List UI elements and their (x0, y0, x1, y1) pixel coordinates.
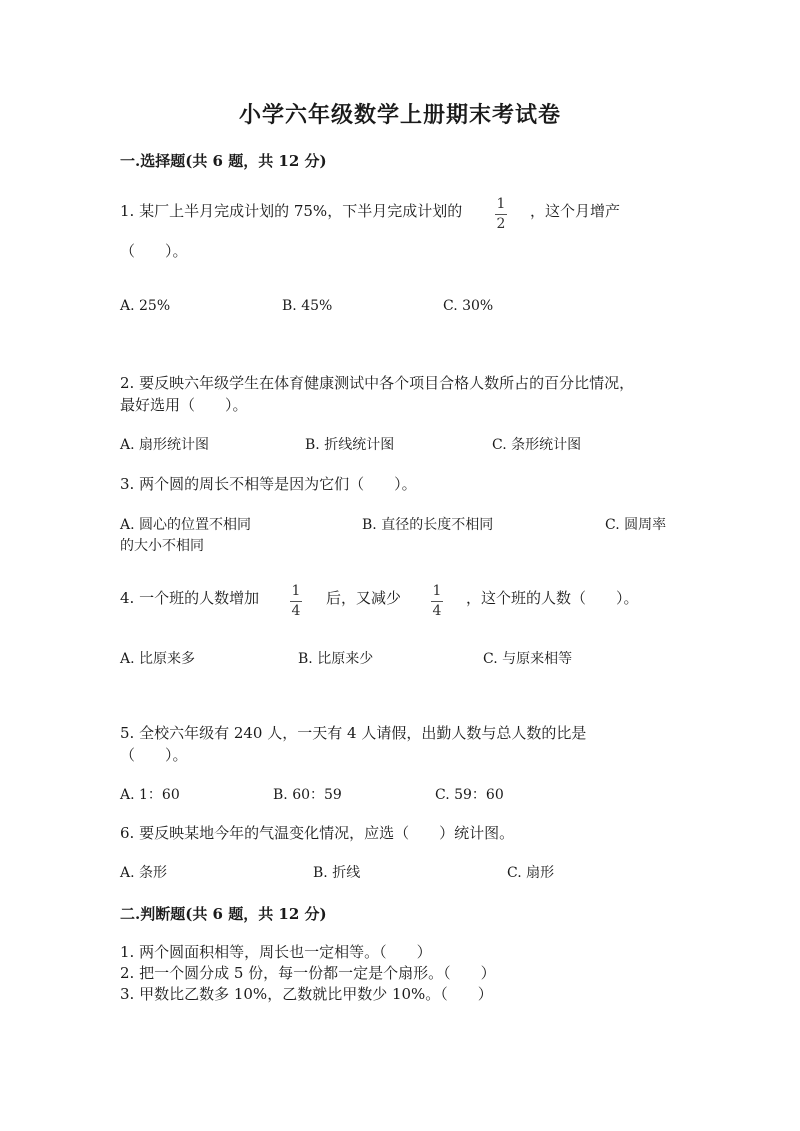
question-text: 3. 两个圆的周长不相等是因为它们（ ）。 (120, 475, 417, 493)
fraction (431, 583, 443, 620)
option-c: C. 30% (443, 298, 494, 314)
fraction-numerator: 1 (432, 583, 442, 599)
judgment-item-3: 3. 甲数比乙数多 10%，乙数就比甲数少 10%。（ ） (120, 985, 493, 1003)
question-text: 4. 一个班的人数增加 (120, 589, 260, 607)
fraction-denominator: 4 (432, 603, 442, 619)
option-c: C. 与原来相等 (483, 651, 573, 667)
option-c: C. 条形统计图 (492, 437, 582, 453)
option-b: B. 折线 (313, 865, 361, 881)
fraction-denominator: 4 (291, 603, 301, 619)
question-text: 1. 某厂上半月完成计划的 75%，下半月完成计划的 (120, 202, 463, 220)
fraction-numerator: 1 (291, 583, 301, 599)
option-c: C. 圆周率 (605, 517, 667, 533)
option-a: A. 扇形统计图 (120, 437, 210, 453)
option-b: B. 折线统计图 (305, 437, 395, 453)
option-a: A. 比原来多 (120, 651, 196, 667)
question-text-end: ，这个班的人数（ ）。 (466, 589, 639, 607)
judgment-item-1: 1. 两个圆面积相等，周长也一定相等。（ ） (120, 943, 432, 961)
option-b: B. 60：59 (273, 787, 342, 803)
answer-blank: （ ）。 (120, 242, 188, 260)
answer-blank: （ ）。 (120, 746, 188, 764)
page-title: 小学六年级数学上册期末考试卷 (238, 102, 561, 128)
section-heading-judgment: 二.判断题(共 6 题，共 12 分) (120, 905, 327, 923)
judgment-item-2: 2. 把一个圆分成 5 份，每一份都一定是个扇形。（ ） (120, 964, 496, 982)
fraction (290, 583, 302, 620)
question-text: 2. 要反映六年级学生在体育健康测试中各个项目合格人数所占的百分比情况， (120, 374, 635, 392)
option-b: B. 比原来少 (298, 651, 374, 667)
fraction-denominator: 2 (496, 216, 506, 232)
option-a: A. 1：60 (120, 787, 180, 803)
question-text: 6. 要反映某地今年的气温变化情况，应选（ ）统计图。 (120, 824, 515, 842)
option-c: C. 59：60 (435, 787, 504, 803)
question-text-continued: ，这个月增产 (530, 202, 621, 220)
option-c-wrap: 的大小不相同 (120, 538, 204, 554)
section-heading-choice: 一.选择题(共 6 题，共 12 分) (120, 152, 327, 170)
option-a: A. 25% (120, 298, 171, 314)
option-b: B. 直径的长度不相同 (362, 517, 494, 533)
fraction (495, 196, 507, 233)
fraction-numerator: 1 (496, 196, 506, 212)
option-a: A. 圆心的位置不相同 (120, 517, 252, 533)
option-b: B. 45% (282, 298, 333, 314)
question-text-continued: 后，又减少 (326, 589, 402, 607)
option-a: A. 条形 (120, 865, 168, 881)
question-text: 5. 全校六年级有 240 人，一天有 4 人请假，出勤人数与总人数的比是 (120, 724, 587, 742)
question-text-line2: 最好选用（ ）。 (120, 396, 248, 414)
option-c: C. 扇形 (507, 865, 555, 881)
